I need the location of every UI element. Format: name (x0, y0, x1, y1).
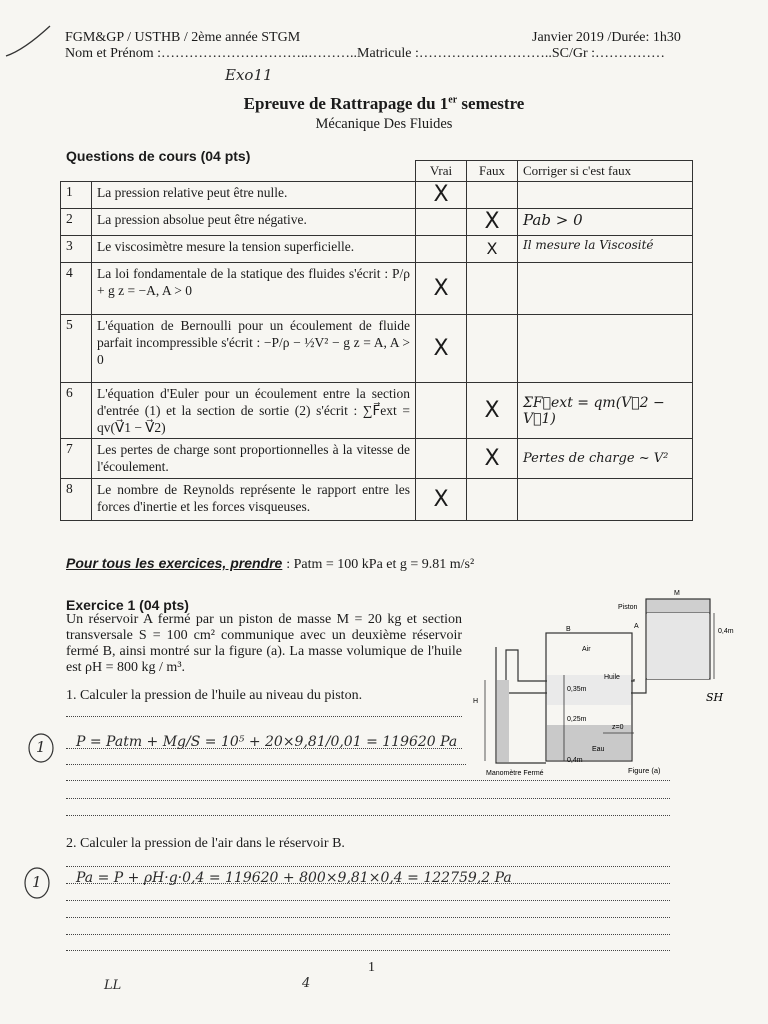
col-vrai: Vrai (416, 161, 467, 182)
faux-mark: X (467, 209, 518, 236)
correction-text (518, 182, 693, 209)
question-text: La pression absolue peut être négative. (92, 209, 416, 236)
correction-text: Il mesure la Viscosité (518, 236, 693, 263)
all-exercises-label: Pour tous les exercices, prendre (66, 555, 283, 571)
page-number: 1 (368, 960, 375, 975)
row-number: 2 (61, 209, 92, 236)
correction-text: Pab > 0 (518, 209, 693, 236)
institution-header: FGM&GP / USTHB / 2ème année STGM (65, 30, 301, 45)
table-row (61, 236, 693, 263)
faux-mark (467, 182, 518, 209)
exercise1-statement: Un réservoir A fermé par un piston de masse M = 20 kg et section transversale S = 100 cm² communique avec un deuxième réservoir fermé B, ainsi montré sur la figure (a). La masse volumique de l'huile est ρH = 800 kg / m³. (66, 612, 462, 675)
question-text: Les pertes de charge sont proportionnelles à la vitesse de l'écoulement. (92, 439, 416, 479)
row-number: 5 (61, 315, 92, 383)
table-row (61, 209, 693, 236)
correction-text: Pertes de charge ~ V² (518, 439, 693, 479)
question-text: La loi fondamentale de la statique des fluides s'écrit : P/ρ + g z = −A, A > 0 (92, 263, 416, 315)
score-1: 1 (36, 738, 46, 756)
course-questions-heading: Questions de cours (04 pts) (66, 148, 251, 164)
course-questions-table (60, 160, 693, 521)
vrai-mark (416, 439, 467, 479)
vrai-mark (416, 383, 467, 439)
label-manometre: Manomètre Fermé (486, 770, 544, 777)
vrai-mark: X (416, 182, 467, 209)
row-number: 6 (61, 383, 92, 439)
question-text: L'équation d'Euler pour un écoulement entre la section d'entrée (1) et la section de sortie (2) s'écrit : ∑F⃗ext = qv(V⃗1 − V⃗2) (92, 383, 416, 439)
table-row (61, 263, 693, 315)
piston-mass-block (646, 599, 710, 613)
score-2: 1 (32, 873, 42, 891)
footer-left-mark: LL (104, 978, 122, 993)
manometer-fluid (497, 680, 509, 762)
exercise1-question1: 1. Calculer la pression de l'huile au niveau du piston. (66, 688, 363, 703)
title-sup: er (448, 94, 458, 106)
label-a: A (634, 623, 639, 630)
answer2-handwritten: Pa = P + ρH·g·0,4 = 119620 + 800×9,81×0,4 = 122759,2 Pa (76, 870, 512, 886)
exam-date: Janvier 2019 /Durée: 1h30 (532, 30, 681, 45)
table-row (61, 315, 693, 383)
label-huile: Huile (604, 674, 620, 681)
faux-mark: X (467, 439, 518, 479)
label-04-bottom: 0,4m (567, 757, 583, 764)
title-end: semestre (457, 94, 525, 113)
question-text: L'équation de Bernoulli pour un écoulement de fluide parfait incompressible s'écrit : −P/ρ − ½V² − g z = A, A > 0 (92, 315, 416, 383)
faux-mark: X (467, 236, 518, 263)
exercise1-question2: 2. Calculer la pression de l'air dans le réservoir B. (66, 836, 345, 851)
table-row (61, 182, 693, 209)
answer1-handwritten: P = Patm + Mg/S = 10⁵ + 20×9,81/0,01 = 119620 Pa (76, 734, 458, 750)
row-number: 4 (61, 263, 92, 315)
faux-mark (467, 315, 518, 383)
correction-text (518, 263, 693, 315)
table-row (61, 439, 693, 479)
row-number: 7 (61, 439, 92, 479)
label-z0: z=0 (612, 724, 624, 731)
question-text: La pression relative peut être nulle. (92, 182, 416, 209)
pen-stroke-mark (4, 22, 54, 62)
tank-a-oil (647, 613, 709, 679)
footer-mid-mark: 4 (302, 976, 311, 991)
table-row (61, 383, 693, 439)
label-b: B (566, 626, 571, 633)
col-faux: Faux (467, 161, 518, 182)
handwritten-sh: SH (706, 691, 724, 704)
faux-mark: X (467, 383, 518, 439)
label-h: H (473, 698, 479, 705)
faux-mark (467, 479, 518, 521)
vrai-mark: X (416, 263, 467, 315)
correction-text (518, 479, 693, 521)
vrai-mark (416, 209, 467, 236)
label-m: M (674, 590, 680, 597)
title-text: Epreuve de Rattrapage du 1 (243, 94, 449, 113)
label-air: Air (582, 646, 591, 653)
vrai-mark: X (416, 315, 467, 383)
question-text: Le viscosimètre mesure la tension superficielle. (92, 236, 416, 263)
student-info-line: Nom et Prénom :…………………………..………..Matricule :………………………..SC/Gr :…………… (65, 46, 666, 61)
table-header-row (61, 161, 693, 182)
row-number: 3 (61, 236, 92, 263)
label-eau: Eau (592, 746, 605, 753)
row-number: 1 (61, 182, 92, 209)
label-piston: Piston (618, 604, 638, 611)
table-row (61, 479, 693, 521)
all-exercises-values: : Patm = 100 kPa et g = 9.81 m/s² (286, 557, 475, 572)
exam-subtitle: Mécanique Des Fluides (315, 116, 453, 132)
all-exercises-line (66, 555, 474, 573)
figure-caption: Figure (a) (628, 766, 661, 775)
correction-text: ΣF⃗ext = qm(V⃗2 − V⃗1) (518, 383, 693, 439)
label-035: 0,35m (567, 686, 587, 693)
exercise1-heading: Exercice 1 (04 pts) (66, 597, 189, 613)
correction-text (518, 315, 693, 383)
exam-title (0, 94, 768, 114)
col-corriger: Corriger si c'est faux (518, 161, 693, 182)
faux-mark (467, 263, 518, 315)
label-025: 0,25m (567, 716, 587, 723)
figure-a-diagram (468, 585, 768, 790)
handwritten-exo-note: Exo11 (225, 66, 273, 84)
vrai-mark: X (416, 479, 467, 521)
vrai-mark (416, 236, 467, 263)
question-text: Le nombre de Reynolds représente le rapport entre les forces d'inertie et les forces visqueuses. (92, 479, 416, 521)
label-04-top: 0,4m (718, 628, 734, 635)
row-number: 8 (61, 479, 92, 521)
